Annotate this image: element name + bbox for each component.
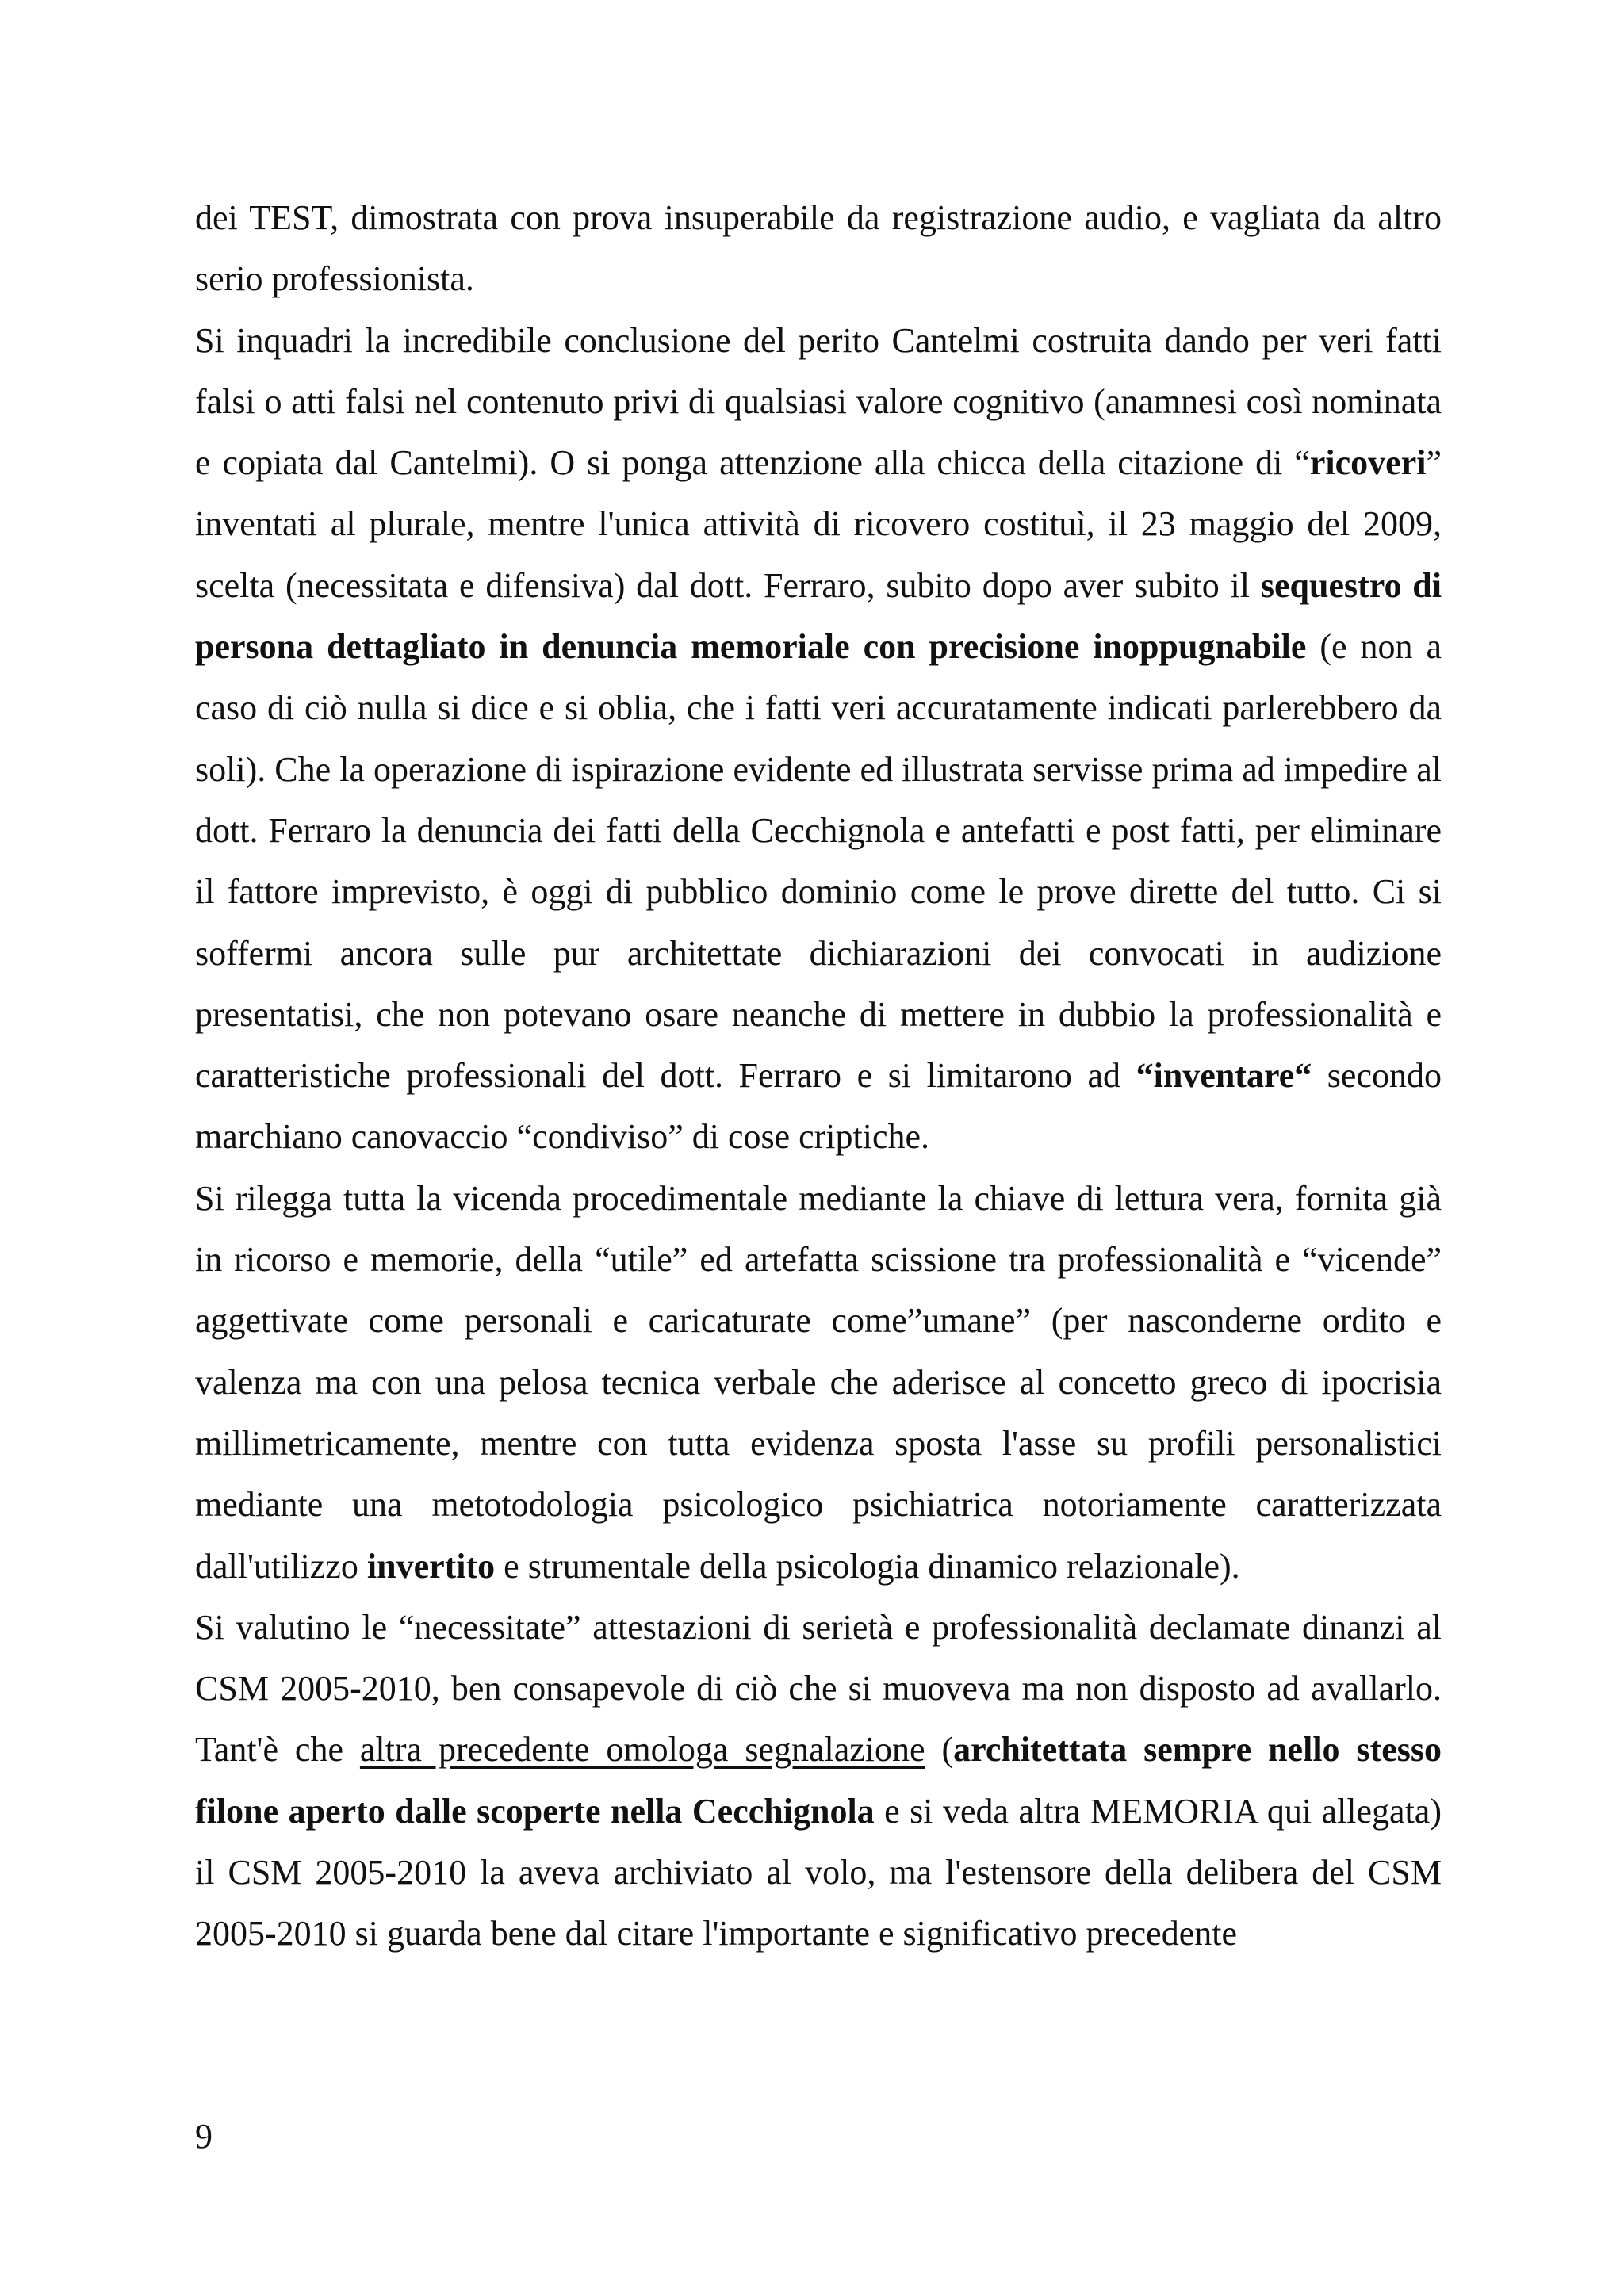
text-segment: dei TEST, dimostrata con prova insuperabile da registrazione audio, e vagliata da altro serio professionista. <box>195 198 1442 299</box>
text-segment: Si inquadri la incredibile conclusione del perito Cantelmi costruita dando per veri fatti falsi o atti falsi nel contenuto privi di qualsiasi valore cognitivo (anamnesi così nominata e copiata dal Cantelmi). O si ponga attenzione alla chicca della citazione di “ <box>195 320 1442 483</box>
text-segment: Si rilegga tutta la vicenda procedimentale mediante la chiave di lettura vera, fornita già in ricorso e memorie, della “utile” ed artefatta scissione tra professionalità e “vicende” aggettivate come personali e caricaturate come”umane” (per nasconderne ordito e valenza ma con una pelosa tecnica verbale che aderisce al concetto greco di ipocrisia millimetricamente, mentre con tutta evidenza sposta l'asse su profili personalistici mediante una metotodologia psicologico psichiatrica notoriamente caratterizzata dall'utilizzo <box>195 1178 1442 1586</box>
text-segment: e si veda altra MEMORIA qui allegata) il CSM 2005-2010 la aveva archiviato al volo, ma l'estensore della delibera del CSM 2005-2010 si guarda bene dal citare l'importante e significativo precedente <box>195 1791 1442 1954</box>
text-segment: ” inventati al plurale, mentre l'unica attività di ricovero costituì, il 23 maggio del 2009, scelta (necessitata e difensiva) dal dott. Ferraro, subito dopo aver subito il <box>195 443 1442 605</box>
paragraph-4 <box>195 1597 1442 1965</box>
paragraph-1 <box>195 187 1442 310</box>
bold-text-sequestro: sequestro di persona dettagliato in denuncia memoriale con precisione inoppugnabile <box>195 565 1442 667</box>
bold-text-inventare: “inventare“ <box>1136 1056 1312 1096</box>
text-segment: e strumentale della psicologia dinamico relazionale). <box>495 1546 1240 1586</box>
text-segment: secondo marchiano canovaccio “condiviso” di cose criptiche. <box>195 1056 1442 1157</box>
paragraph-3 <box>195 1168 1442 1597</box>
paragraph-2 <box>195 310 1442 1168</box>
underlined-text-segnalazione: altra precedente omologa segnalazione <box>359 1730 925 1770</box>
bold-text-ricoveri: ricoveri <box>1309 443 1427 483</box>
text-segment: ( <box>925 1730 954 1770</box>
text-segment: Si valutino le “necessitate” attestazioni di serietà e professionalità declamate dinanzi al CSM 2005-2010, ben consapevole di ciò che si muoveva ma non disposto ad avallarlo. Tant'è che <box>195 1607 1442 1770</box>
body-text <box>195 187 1442 1965</box>
text-segment: (e non a caso di ciò nulla si dice e si oblia, che i fatti veri accuratamente indicati parlerebbero da soli). Che la operazione di ispirazione evidente ed illustrata servisse prima ad impedire al dott. Ferraro la denuncia dei fatti della Cecchignola e antefatti e post fatti, per eliminare il fattore imprevisto, è oggi di pubblico dominio come le prove dirette del tutto. Ci si soffermi ancora sulle pur architettate dichiarazioni dei convocati in audizione presentatisi, che non potevano osare neanche di mettere in dubbio la professionalità e caratteristiche professionali del dott. Ferraro e si limitarono ad <box>195 627 1442 1096</box>
bold-text-architettata: architettata sempre nello stesso filone aperto dalle scoperte nella Cecchignola <box>195 1730 1442 1831</box>
page-number: 9 <box>195 2117 213 2156</box>
bold-text-invertito: invertito <box>366 1546 496 1586</box>
